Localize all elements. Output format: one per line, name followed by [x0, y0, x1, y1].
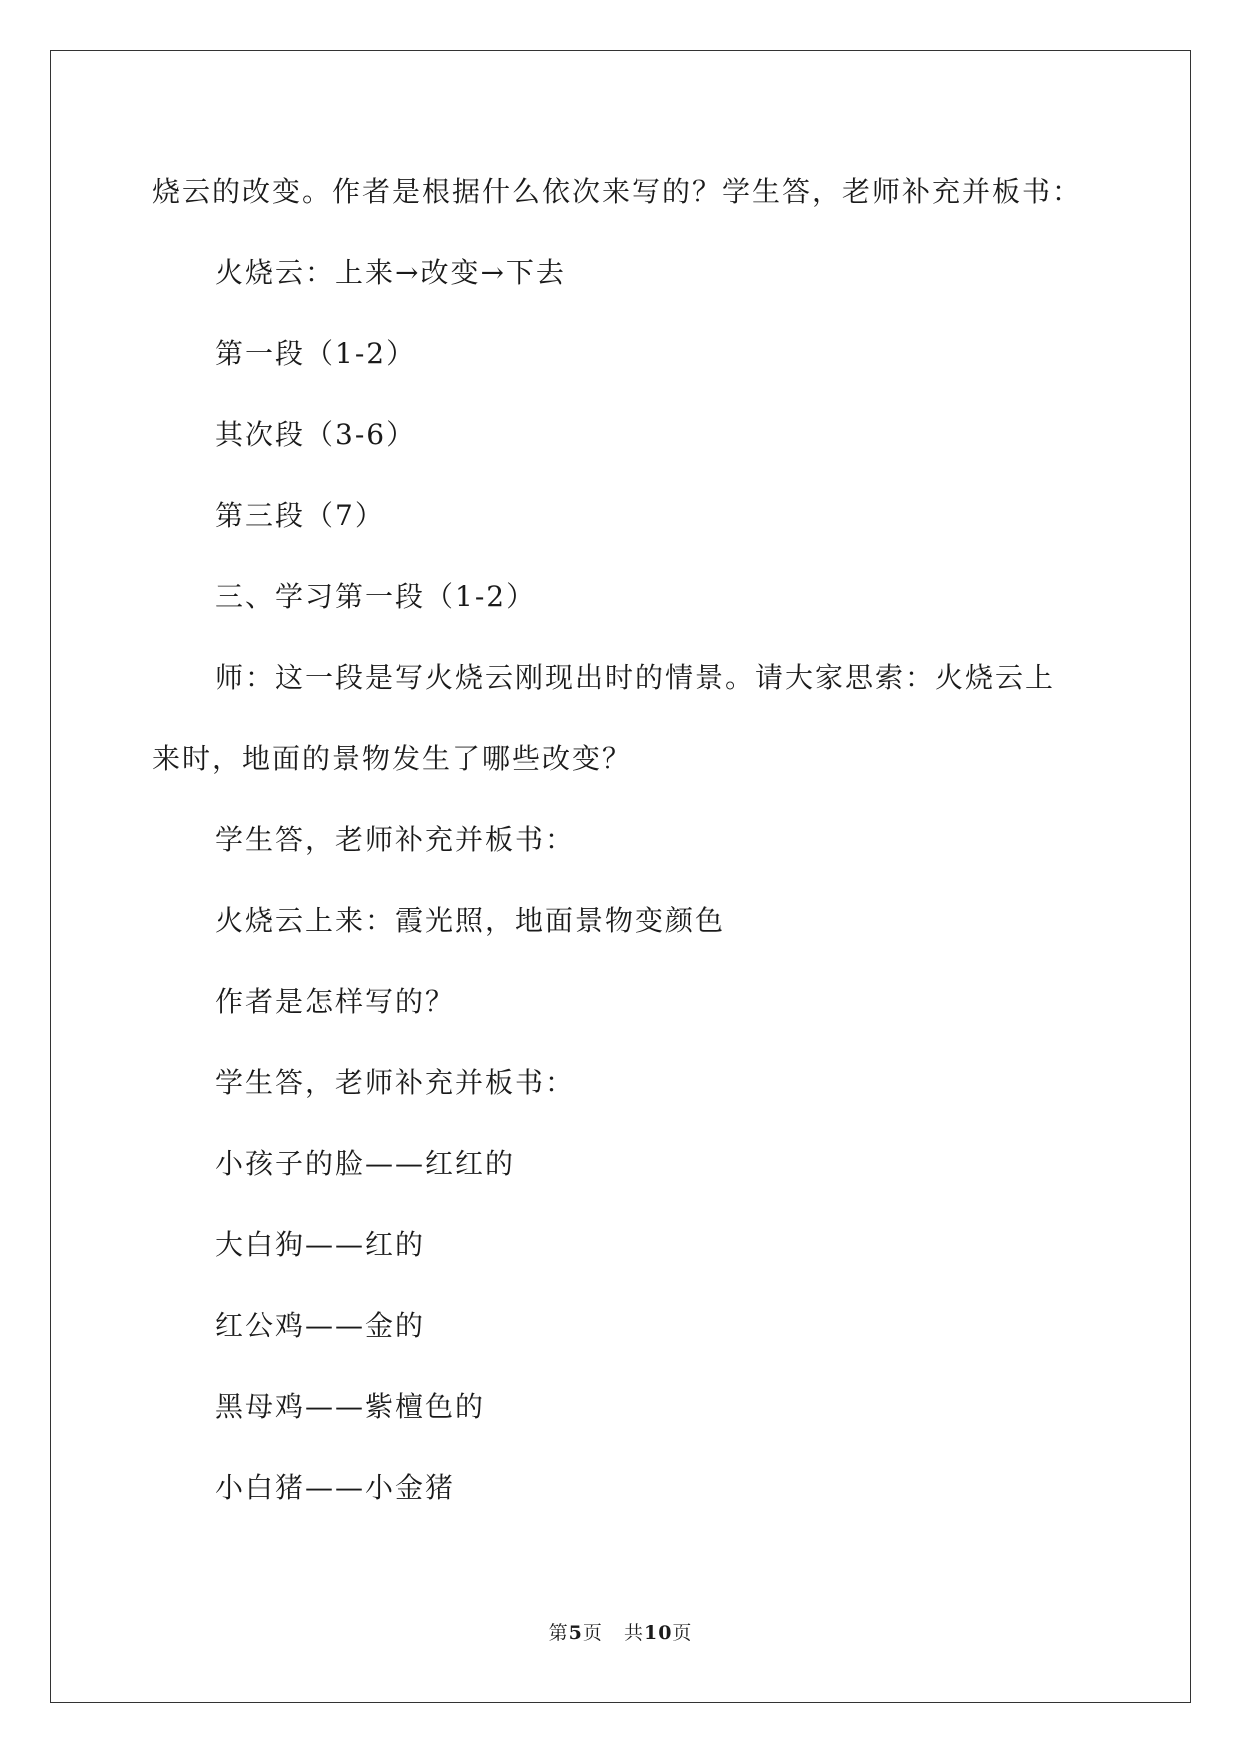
text-line: 来时，地面的景物发生了哪些改变？ — [152, 742, 633, 775]
current-page-number: 5 — [568, 1622, 583, 1644]
footer-page-unit: 页 — [582, 1622, 603, 1644]
total-pages-number: 10 — [643, 1622, 673, 1644]
text-line: 火烧云上来：霞光照，地面景物变颜色 — [215, 904, 726, 937]
text-line: 黑母鸡——紫檀色的 — [215, 1390, 486, 1423]
text-line: 小孩子的脸——红红的 — [215, 1147, 516, 1180]
text-line: 第一段（1-2） — [215, 337, 417, 370]
text-line: 学生答，老师补充并板书： — [215, 1066, 576, 1099]
text-line: 烧云的改变。作者是根据什么依次来写的？学生答，老师补充并板书： — [152, 175, 1083, 208]
text-line: 学生答，老师补充并板书： — [215, 823, 576, 856]
text-line: 第三段（7） — [215, 499, 385, 532]
footer-total-unit: 页 — [672, 1622, 693, 1644]
text-line: 小白猪——小金猪 — [215, 1471, 456, 1504]
text-line: 红公鸡——金的 — [215, 1309, 426, 1342]
text-line: 师：这一段是写火烧云刚现出时的情景。请大家思索：火烧云上 — [215, 661, 1056, 694]
text-line: 大白狗——红的 — [215, 1228, 426, 1261]
page-footer — [0, 1621, 1241, 1645]
text-line: 其次段（3-6） — [215, 418, 417, 451]
text-line: 作者是怎样写的？ — [215, 985, 456, 1018]
footer-prefix: 第 — [548, 1622, 569, 1644]
footer-total-prefix: 共 — [623, 1622, 644, 1644]
section-heading: 三、学习第一段（1-2） — [215, 580, 537, 613]
page-border — [50, 50, 1191, 1703]
text-line: 火烧云：上来→改变→下去 — [215, 256, 566, 289]
